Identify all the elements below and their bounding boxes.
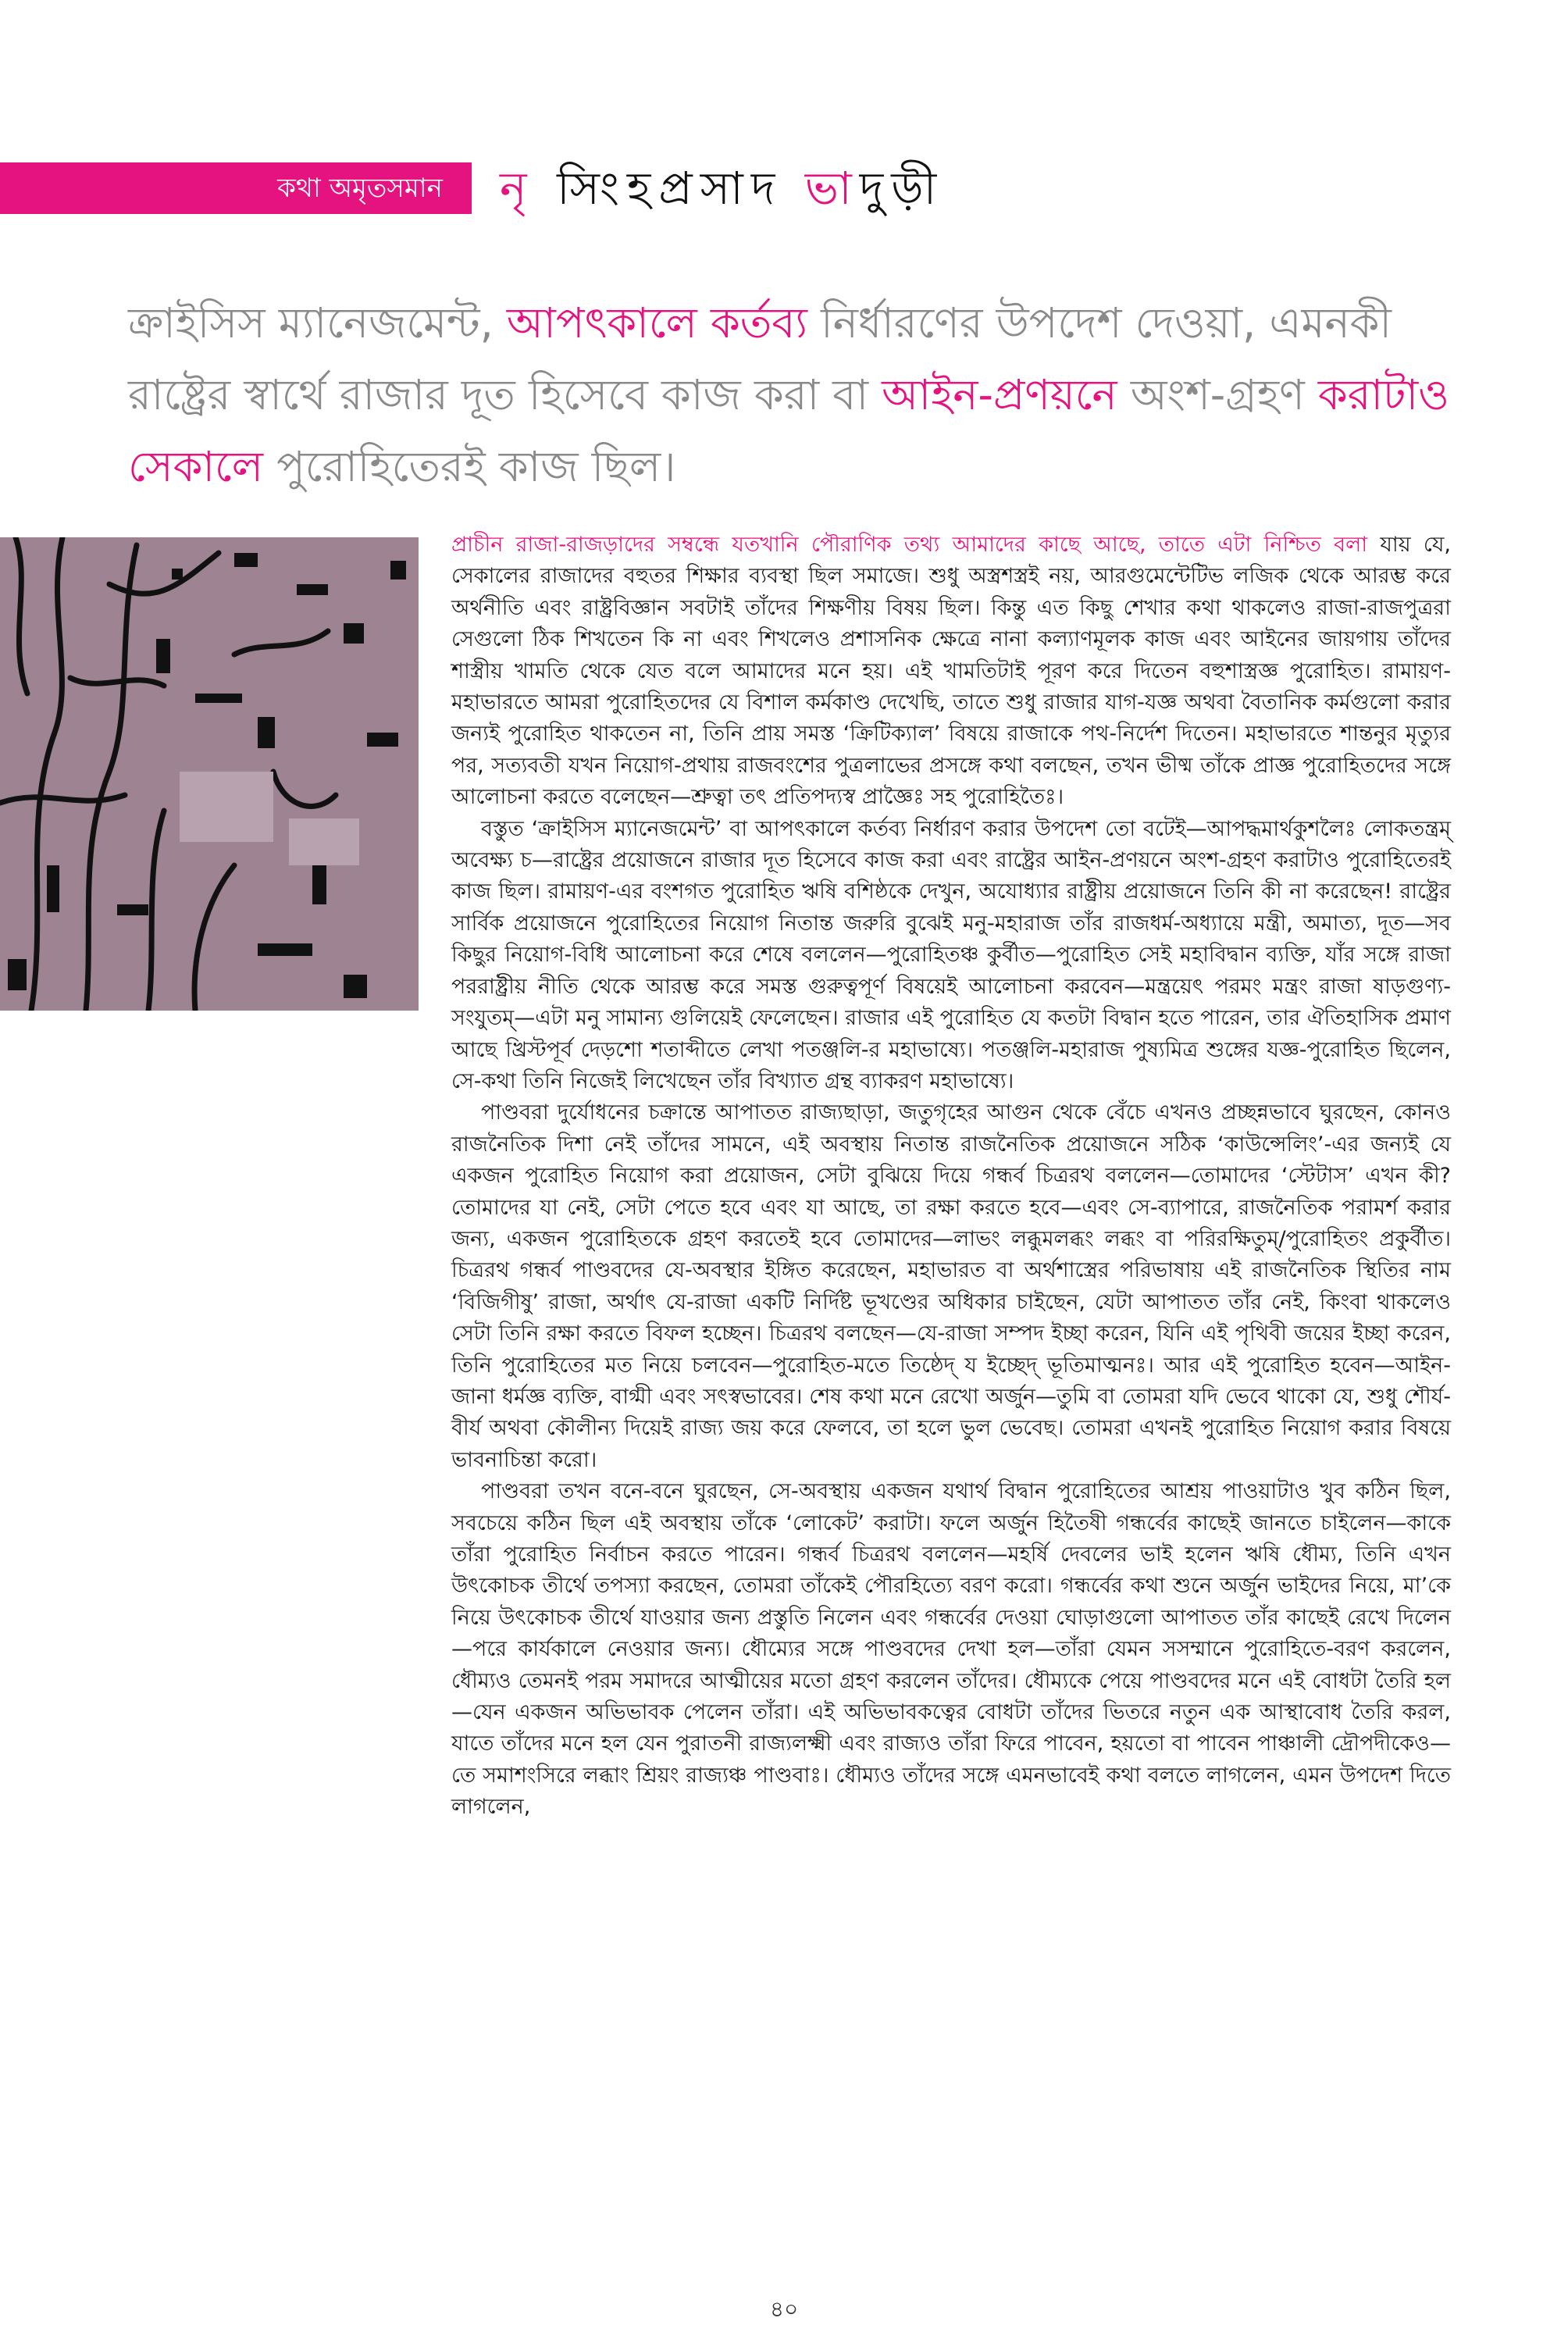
paragraph: বস্তুত ‘ক্রাইসিস ম্যানেজমেন্ট’ বা আপৎকালে কর্তব্য নির্ধারণ করার উপদেশ তো বটেই—আপদ্ধমার্থকুশলৈঃ লোকতন্ত্রম্ অবেক্ষ্য চ—রাষ্ট্রের প্রয়োজনে রাজার দূত হিসেবে কাজ করা এবং রাষ্ট্রের আইন-প্রণয়নে অংশ-গ্রহণ করাটাও পুরোহিতেরই কাজ ছিল। রামায়ণ-এর বংশগত পুরোহিত ঋষি বশিষ্ঠকে দেখুন, অযোধ্যার রাষ্ট্রীয় প্রয়োজনে তিনি কী না করেছেন! রাষ্ট্রের সার্বিক প্রয়োজনে পুরোহিতের নিয়োগ নিতান্ত জরুরি বুঝেই মনু-মহারাজ তাঁর রাজধর্ম-অধ্যায়ে মন্ত্রী, অমাত্য, দূত—সব কিছুর নিয়োগ-বিধি আলোচনা করে শেষে বললেন—পুরোহিতঞ্চ কুর্বীত—পুরোহিত সেই মহাবিদ্বান ব্যক্তি, যাঁর সঙ্গে রাজা পররাষ্ট্রীয় নীতি থেকে আরম্ভ করে সমস্ত গুরুত্বপূর্ণ বিষয়েই আলোচনা করবেন—মন্ত্রয়েৎ পরমং মন্ত্রং রাজা ষাড়গুণ্য-সংযুতম্—এটা মনু সামান্য গুলিয়েই ফেলেছেন। রাজার এই পুরোহিত যে কতটা বিদ্বান হতে পারেন, তার ঐতিহাসিক প্রমাণ আছে খ্রিস্টপূর্ব দেড়শো শতাব্দীতে লেখা পতঞ্জলি-র মহাভাষ্যে। পতঞ্জলি-মহারাজ পুষ্যমিত্র শুঙ্গের যজ্ঞ-পুরোহিত ছিলেন, সে-কথা তিনি নিজেই লিখেছেন তাঁর বিখ্যাত গ্রন্থ ব্যাকরণ মহাভাষ্যে।: [451, 816, 1451, 1093]
author-initial: নৃ: [500, 162, 535, 215]
paragraph: [451, 530, 1451, 814]
pull-quote-text: অংশ-গ্রহণ: [1117, 370, 1318, 419]
pull-quote-highlight: আইন-প্রণয়নে: [882, 370, 1117, 419]
illustration: [0, 537, 419, 1011]
page-number: ৪০: [769, 2296, 799, 2322]
author-name: [500, 153, 944, 223]
paragraph: পাণ্ডবরা দুর্যোধনের চক্রান্তে আপাতত রাজ্যছাড়া, জতুগৃহের আগুন থেকে বেঁচে এখনও প্রচ্ছন্নভাবে ঘুরছেন, কোনও রাজনৈতিক দিশা নেই তাঁদের সামনে, এই অবস্থায় নিতান্ত রাজনৈতিক প্রয়োজনে সঠিক ‘কাউন্সেলিং’-এর জন্যই যে একজন পুরোহিত নিয়োগ করা প্রয়োজন, সেটা বুঝিয়ে দিয়ে গন্ধর্ব চিত্ররথ বললেন—তোমাদের ‘স্টেটাস’ এখন কী? তোমাদের যা নেই, সেটা পেতে হবে এবং যা আছে, তা রক্ষা করতে হবে—এবং সে-ব্যাপারে, রাজনৈতিক পরামর্শ করার জন্য, একজন পুরোহিতকে গ্রহণ করতেই হবে তোমাদের—লাভং লব্ধুমলব্ধং লব্ধং বা পরিরক্ষিতুম্/পুরোহিতং প্রকুর্বীত। চিত্ররথ গন্ধর্ব পাণ্ডবদের যে-অবস্থার ইঙ্গিত করেছেন, মহাভারত বা অর্থশাস্ত্রের পরিভাষায় এই রাজনৈতিক স্থিতির নাম ‘বিজিগীষু’ রাজা, অর্থাৎ যে-রাজা একটি নির্দিষ্ট ভূখণ্ডের অধিকার চাইছেন, যেটা আপাতত তাঁর নেই, কিংবা থাকলেও সেটা তিনি রক্ষা করতে বিফল হচ্ছেন। চিত্ররথ বলছেন—যে-রাজা সম্পদ ইচ্ছা করেন, যিনি এই পৃথিবী জয়ের ইচ্ছা করেন, তিনি পুরোহিতের মত নিয়ে চলবেন—পুরোহিত-মতে তিষ্ঠেদ্ য ইচ্ছেদ্ ভূতিমাত্মনঃ। আর এই পুরোহিত হবেন—আইন-জানা ধর্মজ্ঞ ব্যক্তি, বাগ্মী এবং সৎস্বভাবের। শেষ কথা মনে রেখো অর্জুন—তুমি বা তোমরা যদি ভেবে থাকো যে, শুধু শৌর্য-বীর্য অথবা কৌলীন্য দিয়েই রাজ্য জয় করে ফেলবে, তা হলে ভুল ভেবেছ। তোমরা এখনই পুরোহিত নিয়োগ করার বিষয়ে ভাবনাচিন্তা করো।: [451, 1100, 1451, 1472]
section-tag: কথা অমৃতসমান: [277, 173, 443, 204]
pull-quote-highlight: আপৎকালে কর্তব্য: [506, 298, 807, 348]
author-surname-initial: ভা: [804, 162, 860, 215]
woodcut-trees-icon: [0, 537, 419, 1011]
paragraph-text: যায় যে, সেকালের রাজাদের বহুতর শিক্ষার ব্যবস্থা ছিল সমাজে। শুধু অস্ত্রশস্ত্রই নয়, আরগুমেন্টেটিভ লজিক থেকে আরম্ভ করে অর্থনীতি এবং রাষ্ট্রবিজ্ঞান সবটাই তাঁদের শিক্ষণীয় বিষয় ছিল। কিন্তু এত কিছু শেখার কথা থাকলেও রাজা-রাজপুত্ররা সেগুলো ঠিক শিখতেন কি না এবং শিখলেও প্রশাসনিক ক্ষেত্রে নানা কল্যাণমূলক কাজ এবং আইনের জায়গায় তাঁদের শাস্ত্রীয় খামতি থেকে যেত বলে আমাদের মনে হয়। এই খামতিটাই পূরণ করে দিতেন বহুশাস্ত্রজ্ঞ পুরোহিত। রামায়ণ-মহাভারতে আমরা পুরোহিতদের যে বিশাল কর্মকাণ্ড দেখেছি, তাতে শুধু রাজার যাগ-যজ্ঞ অথবা বৈতানিক কর্মগুলো করার জন্যই পুরোহিত থাকতেন না, তিনি প্রায় সমস্ত ‘ক্রিটিক্যাল’ বিষয়ে রাজাকে পথ-নির্দেশ দিতেন। মহাভারতে শান্তনুর মৃত্যুর পর, সত্যবতী যখন নিয়োগ-প্রথায় রাজবংশের পুত্রলাভের প্রসঙ্গে কথা বলছেন, তখন ভীষ্ম তাঁকে প্রাজ্ঞ পুরোহিতদের সঙ্গে আলোচনা করতে বলেছেন—শ্রুত্বা তৎ প্রতিপদ্যস্ব প্রাজ্ঞৈঃ সহ পুরোহিতৈঃ।: [451, 533, 1451, 810]
pull-quote-text: নির্ধারণের উপদেশ দেওয়া, এমনকী রাষ্ট্রের স্বার্থে রাজার দূত হিসেবে কাজ করা বা: [128, 298, 1392, 419]
pull-quote-text: পুরোহিতেরই কাজ ছিল।: [262, 442, 676, 491]
lead-line: প্রাচীন রাজা-রাজড়াদের সম্বন্ধে যতখানি পৌরাণিক তথ্য আমাদের কাছে আছে, তাতে এটা নিশ্চিত বলা: [451, 533, 1368, 557]
pull-quote: [128, 287, 1456, 503]
paragraph: পাণ্ডবরা তখন বনে-বনে ঘুরছেন, সে-অবস্থায় একজন যথার্থ বিদ্বান পুরোহিতের আশ্রয় পাওয়াটাও খুব কঠিন ছিল, সবচেয়ে কঠিন ছিল এই অবস্থায় তাঁকে ‘লোকেট’ করাটা। ফলে অর্জুন হিতৈষী গন্ধর্বের কাছেই জানতে চাইলেন—কাকে তাঁরা পুরোহিত নির্বাচন করতে পারেন। গন্ধর্ব চিত্ররথ বললেন—মহর্ষি দেবলের ভাই হলেন ঋষি ধৌম্য, তিনি এখন উৎকোচক তীর্থে তপস্যা করছেন, তোমরা তাঁকেই পৌরহিত্যে বরণ করো। গন্ধর্বের কথা শুনে অর্জুন ভাইদের নিয়ে, মা’কে নিয়ে উৎকোচক তীর্থে যাওয়ার জন্য প্রস্তুতি নিলেন এবং গন্ধর্বের দেওয়া ঘোড়াগুলো আপাতত তাঁর কাছেই রেখে দিলেন—পরে কার্যকালে নেওয়ার জন্য। ধৌম্যের সঙ্গে পাণ্ডবদের দেখা হল—তাঁরা যেমন সসম্মানে পুরোহিতে-বরণ করলেন, ধৌম্যও তেমনই পরম সমাদরে আত্মীয়ের মতো গ্রহণ করলেন তাঁদের। ধৌম্যকে পেয়ে পাণ্ডবদের মনে এই বোধটা তৈরি হল—যেন একজন অভিভাবক পেলেন তাঁরা। এই অভিভাবকত্বের বোধটা তাঁদের ভিতরে নতুন এক আস্থাবোধ তৈরি করল, যাতে তাঁদের মনে হল যেন পুরাতনী রাজ্যলক্ষ্মী এবং রাজ্যও তাঁরা ফিরে পাবেন, হয়তো বা পাবেন পাঞ্চালী দ্রৌপদীকেও—তে সমাশংসিরে লব্ধাং শ্রিয়ং রাজ্যঞ্চ পাণ্ডবাঃ। ধৌম্যও তাঁদের সঙ্গে এমনভাবেই কথা বলতে লাগলেন, এমন উপদেশ দিতে লাগলেন,: [451, 1479, 1451, 1820]
author-middle: সিংহপ্রসাদ: [557, 162, 805, 215]
author-surname-rest: দুড়ী: [859, 162, 945, 215]
pull-quote-highlight: করাটাও সেকালে: [128, 370, 1449, 491]
article-body: [451, 530, 1451, 1824]
pull-quote-text: ক্রাইসিস ম্যানেজমেন্ট,: [128, 298, 507, 348]
